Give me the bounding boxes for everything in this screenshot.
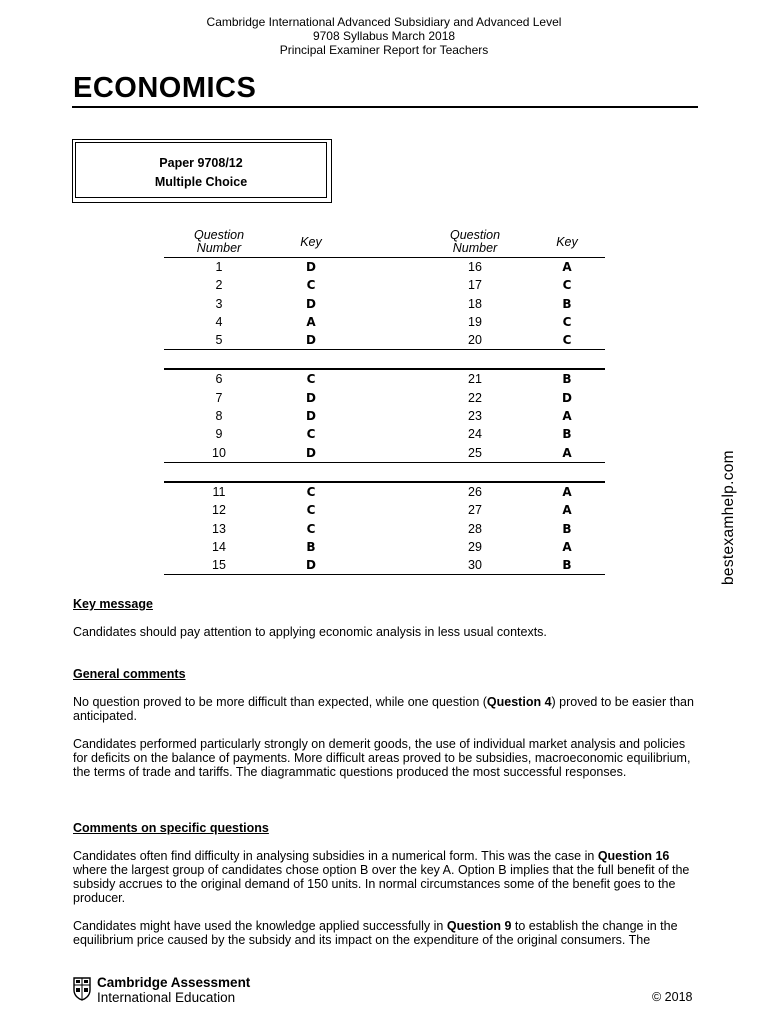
general-comments-heading: General comments (73, 667, 186, 681)
question-number: 19 (468, 314, 482, 329)
question-number: 1 (215, 260, 223, 274)
answer-key: C (306, 521, 316, 536)
answer-key: A (562, 503, 572, 518)
subject-title: ECONOMICS (73, 72, 257, 104)
answer-key: A (562, 484, 572, 499)
answer-key: A (306, 314, 316, 329)
specific-comments-p1: Candidates often find difficulty in analysing subsidies in a numerical form. This was the case in Question 16 where the largest group of candidates chose option B over the key A. Option B implies that the full benefit of the subsidy accrues to the original demand of 150 units. In normal circumstances some of the benefit goes to the producer. (73, 849, 690, 905)
question-number: 4 (215, 314, 223, 329)
header-question-number-1: Question Number (193, 228, 245, 255)
specific-comments-p2: Candidates might have used the knowledge applied successfully in Question 9 to establish the change in the equilibrium price caused by the subsidy and its impact on the expenditure of the original consumers. The (73, 919, 678, 947)
answer-key: D (306, 445, 316, 460)
question-number: 11 (212, 484, 226, 499)
answer-key: D (562, 390, 572, 405)
answer-key: B (562, 372, 572, 387)
question-number: 2 (215, 278, 223, 293)
answer-key: C (306, 278, 316, 293)
table-row (164, 444, 605, 462)
answer-key: C (562, 333, 572, 348)
question-number: 10 (212, 445, 226, 460)
answer-key: A (562, 445, 572, 460)
specific-comments-heading: Comments on specific questions (73, 821, 269, 835)
table-row (164, 258, 605, 276)
header-line-3: Principal Examiner Report for Teachers (279, 43, 489, 57)
copyright: © 2018 (652, 990, 693, 1004)
question-number: 23 (468, 409, 482, 424)
table-row (164, 407, 605, 425)
question-number: 14 (212, 539, 226, 554)
table-row (164, 276, 605, 294)
answer-key: C (306, 427, 316, 442)
header-question-number-2: Question Number (449, 228, 501, 255)
answer-key: D (306, 558, 316, 573)
question-number: 20 (468, 333, 482, 348)
table-group (164, 482, 605, 575)
question-number: 25 (468, 445, 482, 460)
answer-key: C (562, 278, 572, 293)
answer-key: C (306, 484, 316, 499)
table-header-row (164, 226, 605, 257)
answer-key: B (562, 521, 572, 536)
answer-key: D (306, 260, 316, 274)
question-number: 16 (468, 260, 482, 274)
table-group (164, 257, 605, 350)
table-group (164, 369, 605, 462)
question-number: 30 (468, 558, 482, 573)
answer-key: A (562, 260, 572, 274)
answer-key: B (306, 539, 316, 554)
logo-text-line-1: Cambridge Assessment (97, 975, 251, 990)
table-row (164, 501, 605, 519)
question-number: 24 (468, 427, 482, 442)
answer-key: D (306, 333, 316, 348)
logo-text-line-2: International Education (97, 990, 236, 1005)
question-number: 26 (468, 484, 482, 499)
question-number: 13 (212, 521, 226, 536)
paper-number: Paper 9708/12 (159, 156, 243, 170)
answer-key: D (306, 296, 316, 311)
question-number: 8 (215, 409, 223, 424)
header-line-2: 9708 Syllabus March 2018 (312, 29, 456, 43)
question-number: 3 (215, 296, 223, 311)
table-row (164, 370, 605, 388)
question-number: 5 (215, 333, 223, 348)
table-group-spacer (164, 350, 605, 369)
question-number: 21 (468, 372, 482, 387)
table-row (164, 313, 605, 331)
question-number: 15 (212, 558, 226, 573)
question-number: 7 (215, 390, 223, 405)
table-row (164, 425, 605, 443)
answer-key: A (562, 539, 572, 554)
table-row (164, 389, 605, 407)
question-number: 28 (468, 521, 482, 536)
question-number: 29 (468, 539, 482, 554)
paper-box-inner (75, 142, 327, 198)
table-row (164, 331, 605, 349)
table-row (164, 556, 605, 574)
answer-key: C (306, 503, 316, 518)
answer-key: B (562, 558, 572, 573)
answer-key: D (306, 409, 316, 424)
answer-key: C (562, 314, 572, 329)
title-rule (72, 106, 698, 108)
table-group-spacer (164, 463, 605, 482)
question-number: 9 (215, 427, 223, 442)
header-line-1: Cambridge International Advanced Subsidiary and Advanced Level (206, 15, 562, 29)
question-number: 27 (468, 503, 482, 518)
table-row (164, 538, 605, 556)
general-comments-p2: Candidates performed particularly strongly on demerit goods, the use of individual market analysis and policies for deficits on the balance of payments. More difficult areas proved to be subsidies, macroeconomic equilibrium, the terms of trade and tariffs. The diagrammatic questions produced the most successful responses. (73, 737, 691, 779)
question-number: 22 (468, 390, 482, 405)
table-row (164, 520, 605, 538)
table-groups (164, 257, 605, 575)
answer-key: A (562, 409, 572, 424)
paper-box (72, 139, 332, 203)
question-number: 12 (212, 503, 226, 518)
answer-key-table (164, 226, 605, 575)
header-key-1: Key (300, 235, 322, 249)
question-number: 18 (468, 296, 482, 311)
shield-icon (73, 977, 91, 1001)
question-number: 6 (215, 372, 223, 387)
paper-type: Multiple Choice (154, 175, 248, 189)
answer-key: B (562, 427, 572, 442)
key-message-heading: Key message (73, 597, 153, 611)
answer-key: B (562, 296, 572, 311)
page-header (0, 15, 768, 57)
table-row (164, 295, 605, 313)
table-row (164, 483, 605, 501)
header-key-2: Key (556, 235, 578, 249)
general-comments-p1: No question proved to be more difficult than expected, while one question (Question 4) proved to be easier than anticipated. (73, 695, 694, 723)
answer-key: D (306, 390, 316, 405)
answer-key: C (306, 372, 316, 387)
side-watermark: bestexamhelp.com (720, 450, 737, 585)
key-message-text: Candidates should pay attention to applying economic analysis in less usual contexts. (73, 625, 547, 639)
question-number: 17 (468, 278, 482, 293)
